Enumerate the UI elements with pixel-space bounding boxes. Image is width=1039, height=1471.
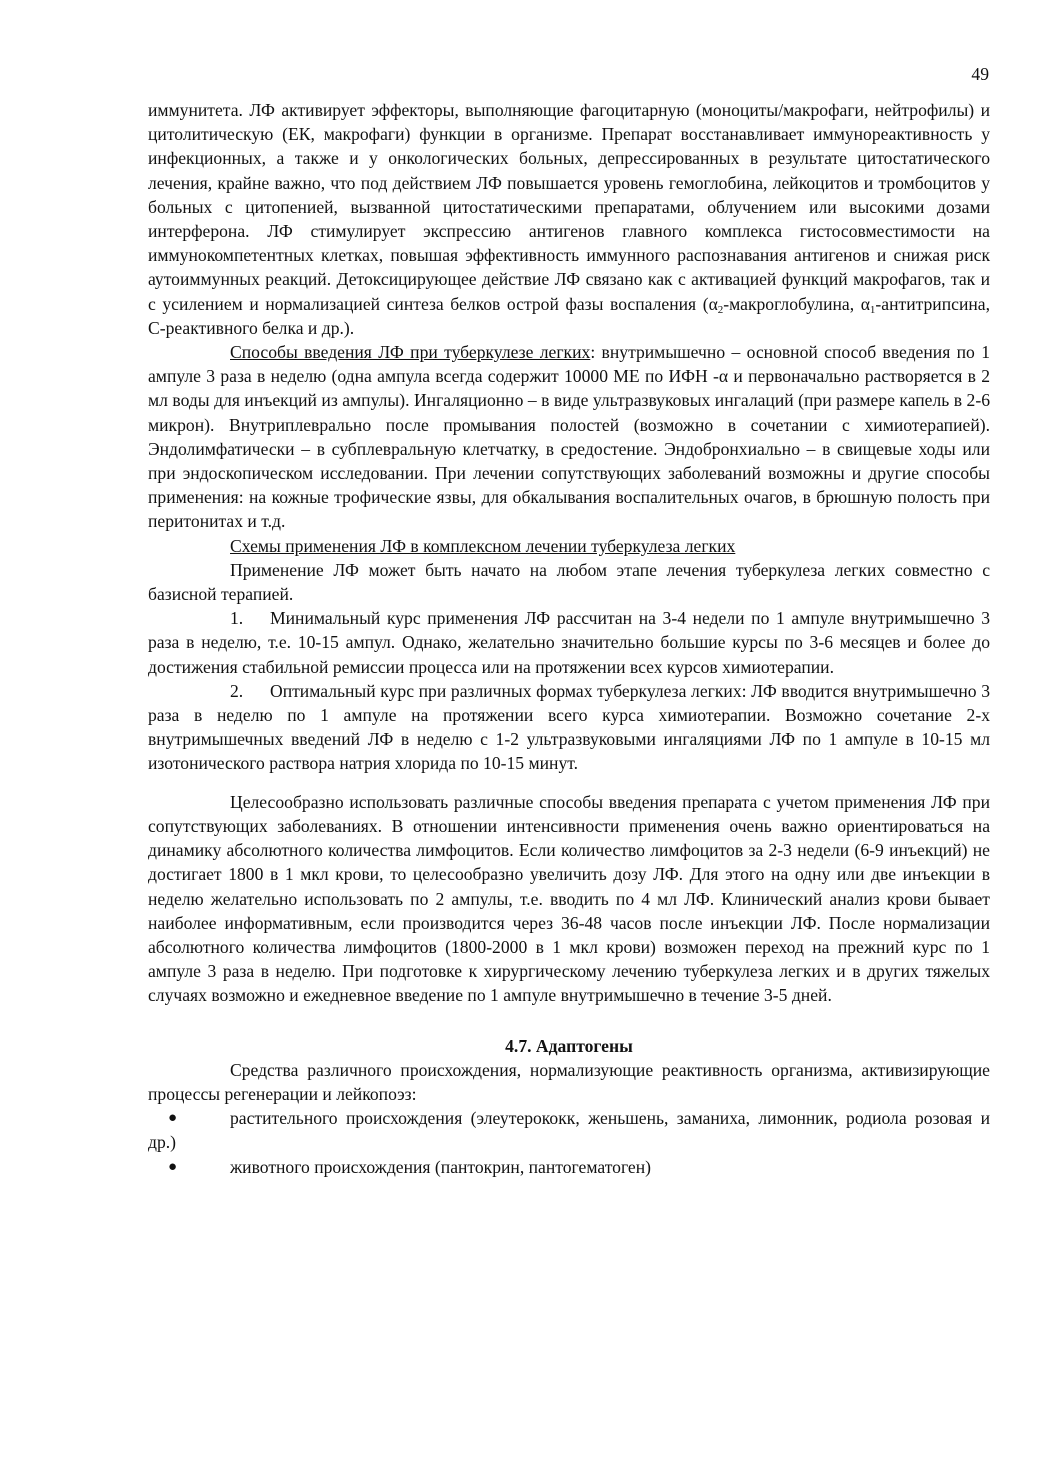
paragraph-administration-routes: Способы введения ЛФ при туберкулезе легких: внутримышечно – основной способ введения по 1 ампуле 3 раза в неделю (одна ампула всегда содержит 10000 МЕ по ИФН -α и первоначально растворяется в 2 мл воды для инъекций из ампулы). Ингаляционно – в виде ультразвуковых ингалаций (при размере капель в 2-6 микрон). Внутриплеврально после промывания полостей (возможно в сочетании с химиотерапией). Эндолимфатически – в субплевральную клетчатку, в средостение. Эндобронхиально – в свищевые ходы или при эндоскопическом исследовании. При лечении сопутствующих заболеваний возможны и другие способы применения: на кожные трофические язвы, для обкалывания воспалительных очагов, в брюшную полость при перитонитах и т.д. — [148, 342, 990, 532]
bullet-icon: ● — [168, 1158, 178, 1175]
bullet-item-plant-origin: ● растительного происхождения (элеутерококк, женьшень, заманиха, лимонник, родиола розовая и др.) — [148, 1106, 990, 1154]
bullet-icon: ● — [168, 1110, 178, 1127]
paragraph-immunity: иммунитета. ЛФ активирует эффекторы, выполняющие фагоцитарную (моноциты/макрофаги, нейтрофилы) и цитолитическую (ЕК, макрофаги) функции в организме. Препарат восстанавливает иммунореактивность у инфекционных, а также и у онкологических больных, депрессированных в результате цитостатического лечения, крайне важно, что под действием ЛФ повышается уровень гемоглобина, лейкоцитов и тромбоцитов у больных с цитопенией, вызванной цитостатическими препаратами, облучением или высокими дозами интерферона. ЛФ стимулирует экспрессию антигенов главного комплекса гистосовместимости на иммунокомпетентных клетках, повышая эффективность иммунного распознавания антигенов и снижая риск аутоиммунных реакций. Детоксицирующее действие ЛФ связано как с активацией функций макрофагов, так и с усилением и нормализацией синтеза белков острой фазы воспаления ($\alpha_2$-макроглобулина, $\alpha_1$-антитрипсина, С-реактивного белка и др.). — [148, 100, 990, 338]
page-number: 49 — [971, 64, 989, 84]
document-body — [148, 98, 990, 1179]
section-heading: 4.7. Адаптогены — [505, 1035, 633, 1056]
paragraph-adaptogens-intro: Средства различного происхождения, нормализующие реактивность организма, активизирующие процессы регенерации и лейкопоэз: — [148, 1059, 990, 1104]
list-item-optimal-course: 2. Оптимальный курс при различных формах туберкулеза легких: ЛФ вводится внутримышечно 3 раза в неделю по 1 ампуле на протяжении всего курса химиотерапии. Возможно сочетание 2-х внутримышечных введений ЛФ в неделю с 1-2 ультразвуковыми ингаляциями ЛФ по 1 ампуле в 10-15 мл изотонического раствора натрия хлорида по 10-15 минут. — [148, 680, 990, 774]
list-item-minimal-course: 1. Минимальный курс применения ЛФ рассчитан на 3-4 недели по 1 ампуле внутримышечно 3 раза в неделю, т.е. 10-15 ампул. Однако, желательно значительно большие курсы по 3-6 месяцев и более до достижения стабильной ремиссии процесса или на протяжении всех курсов химиотерапии. — [148, 608, 990, 677]
paragraph-dosage-intensity: Целесообразно использовать различные способы введения препарата с учетом применения ЛФ при сопутствующих заболеваниях. В отношении интенсивности применения очень важно ориентироваться на динамику абсолютного количества лимфоцитов. Если количество лимфоцитов за 2-3 недели (6-9 инъекций) не достигает 1800 в 1 мкл крови, то целесообразно увеличить дозу ЛФ. Для этого на одну или две инъекции в неделю желательно использовать по 2 ампулы, т.е. вводить по 4 мл ЛФ. Клинический анализ крови бывает наиболее информативным, если производится через 36-48 часов после инъекции ЛФ. После нормализации абсолютного количества лимфоцитов (1800-2000 в 1 мкл крови) возможен переход на прежний курс по 1 ампуле 3 раза в неделю. При подготовке к хирургическому лечению туберкулеза легких и в других тяжелых случаях возможно и ежедневное введение по 1 ампуле внутримышечно в течение 3-5 дней. — [148, 791, 990, 1006]
subheading-administration-routes: Способы введения ЛФ при туберкулезе легких — [230, 342, 591, 363]
subheading-treatment-schemes: Схемы применения ЛФ в комплексном лечении туберкулеза легких — [230, 535, 736, 556]
bullet-item-animal-origin: ● животного происхождения (пантокрин, пантогематоген) — [148, 1155, 990, 1179]
paragraph-treatment-start: Применение ЛФ может быть начато на любом этапе лечения туберкулеза легких совместно с базисной терапией. — [148, 559, 990, 605]
